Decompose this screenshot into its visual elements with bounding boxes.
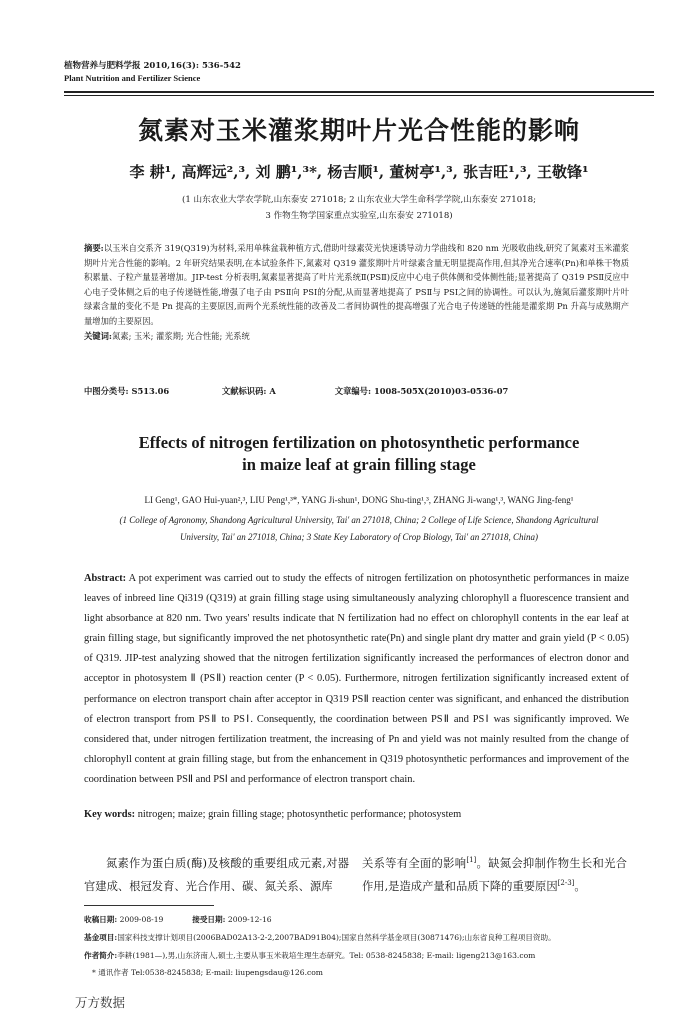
article-number-label: 文章编号: xyxy=(334,386,372,396)
footnote-fund xyxy=(84,932,644,943)
body-right-part-1: 关系等有全面的影响 xyxy=(362,857,467,870)
accepted-label: 接受日期: xyxy=(192,915,226,924)
footnote-dates xyxy=(84,914,644,925)
english-abstract xyxy=(84,569,629,790)
clc-label: 中图分类号: xyxy=(84,386,129,396)
fund-label: 基金项目: xyxy=(84,933,118,942)
classification-row xyxy=(84,385,508,397)
english-keywords-text: nitrogen; maize; grain filling stage; photosynthetic performance; photosystem xyxy=(137,809,462,820)
chinese-abstract xyxy=(84,241,629,343)
english-abstract-label: Abstract: xyxy=(84,573,127,584)
chinese-keywords-text: 氮素; 玉米; 灌浆期; 光合性能; 光系统 xyxy=(111,330,250,341)
header-rule-thin xyxy=(64,95,654,96)
fund-text: 国家科技支撑计划项目(2006BAD02A13-2-2,2007BAD91B04);国家自然科学基金项目(30871476);山东省良种工程项目资助。 xyxy=(117,933,556,942)
english-keywords xyxy=(84,809,629,820)
english-abstract-text: A pot experiment was carried out to study the effects of nitrogen fertilization on photosynthetic performances in maize leaves of inbreed line Qi319 (Q319) at grain filling stage using simultaneously analyzing chlorophyll a fluorescence transient and light absorbance at 820 nm. Two years' results indicate that N fertilization had no effect on chlorophyll contents in the ear leaf at grain filling stage, but significantly improved the net photosynthetic rate(Pn) and single plant dry matter and grain yield (P < 0.05) of Q319. JIP-test analyzing showed that the nitrogen fertilization significantly increased the performances of electron donor and acceptor in photosystem Ⅱ (PSⅡ) reaction center (P < 0.05). Furthermore, nitrogen fertilization significantly increased extent of performance on electron transport chain after acceptor in Q319 PSⅡ reaction center was significant, and enhanced the distribution of electron transport from PSⅡ to PSⅠ. Consequently, the coordination between PSⅡ and PSⅠ was significantly improved. We considered that, under nitrogen fertilization treatment, the increasing of Pn and yield was not mainly resulted from the change of chlorophyll content at grain filling stage, but from the enhancement in Q319 photosynthetic performances and improvement of the coordination between PSⅡ and PSⅠ and performance of electron transport chain. xyxy=(84,573,629,785)
header-rule-thick xyxy=(64,91,654,93)
accepted-date: 2009-12-16 xyxy=(227,915,272,924)
author-info-label: 作者简介: xyxy=(84,951,118,960)
article-number-value: 1008-505X(2010)03-0536-07 xyxy=(373,386,509,396)
received-label: 收稿日期: xyxy=(84,915,118,924)
chinese-abstract-label: 摘要: xyxy=(84,243,104,253)
received-date: 2009-08-19 xyxy=(119,915,164,924)
english-title xyxy=(64,432,654,476)
body-text-left-column: 氮素作为蛋白质(酶)及核酸的重要组成元素,对器官建成、根冠发育、光合作用、碳、氮关系、源库 xyxy=(84,857,349,893)
body-right-part-3: 。 xyxy=(574,880,586,893)
chinese-title: 氮素对玉米灌浆期叶片光合性能的影响 xyxy=(137,116,580,145)
journal-name-en: Plant Nutrition and Fertilizer Science xyxy=(64,73,201,83)
journal-header xyxy=(64,60,654,84)
english-keywords-label: Key words: xyxy=(84,809,136,820)
chinese-affiliation-line-1: (1 山东农业大学农学院,山东泰安 271018; 2 山东农业大学生命科学学院,山东泰安 271018; xyxy=(181,195,537,205)
watermark-text: 万方数据 xyxy=(75,995,126,1010)
body-text-right-column xyxy=(362,852,627,898)
footnote-author xyxy=(84,950,644,961)
chinese-affiliation-line-2: 3 作物生物学国家重点实验室,山东泰安 271018) xyxy=(265,211,453,221)
english-affiliation-line-2: University, Tai' an 271018, China; 3 State Key Laboratory of Crop Biology, Tai' an 271018, China) xyxy=(179,532,539,542)
clc-value: S513.06 xyxy=(131,386,170,396)
footnote-rule xyxy=(84,905,214,906)
english-title-line-2: in maize leaf at grain filling stage xyxy=(242,455,476,474)
chinese-authors: 李 耕¹, 高辉远²,³, 刘 鹏¹,³*, 杨吉顺¹, 董树亭¹,³, 张吉旺¹,³, 王敬锋¹ xyxy=(129,163,589,181)
chinese-abstract-text: 以玉米自交系齐 319(Q319)为材料,采用单株盆栽种植方式,借助叶绿素荧光快速诱导动力学曲线和 820 nm 光吸收曲线,研究了氮素对玉米灌浆期叶片光合性能的影响。2 年研究结果表明,在本试验条件下,氮素对 Q319 灌浆期叶片叶绿素含量无明显提高作用,但其净光合速率(Pn)和单株干物质积累量、子粒产量显著增加。JIP-test 分析表明,氮素显著提高了叶片光系统Ⅱ(PSⅡ)反应中心电子供体侧和受体侧性能;显著提高了 Q319 PSⅡ反应中心电子受体侧之后的电子传递链性能,增强了电子由 PSⅡ向 PSⅠ的分配,从而显著地提高了 PSⅡ与 PSⅠ之间的协调性。可以认为,施氮后灌浆期叶片叶绿素含量的变化不是 Pn 提高的主要原因,而两个光系统性能的改善及二者间协调性的提高增强了光合电子传递链的性能是灌浆期 Pn 升高与成熟期产量增加的主要原因。 xyxy=(84,243,629,326)
author-info-text: 李耕(1981—),男,山东济南人,硕士,主要从事玉米栽培生理生态研究。Tel: 0538-8245838; E-mail: ligeng213@163.com xyxy=(117,951,536,960)
chinese-keywords-label: 关键词: xyxy=(84,330,112,341)
body-right-part-2: 。缺氮会抑制作物生长和光合作用,是造成产量和品质下降的重要原因 xyxy=(362,857,627,893)
journal-name-cn: 植物营养与肥料学报 2010,16(3): 536-542 xyxy=(64,61,241,71)
english-affiliation-line-1: (1 College of Agronomy, Shandong Agricultural University, Tai' an 271018, China; 2 College of Life Science, Shandong Agricultural xyxy=(119,515,599,525)
doc-code-label: 文献标识码: xyxy=(221,386,267,396)
doc-code-value: A xyxy=(269,386,276,396)
footnote-corresponding: * 通讯作者 Tel:0538-8245838; E-mail: liupengsdau@126.com xyxy=(92,968,324,977)
english-authors: LI Geng¹, GAO Hui-yuan²,³, LIU Peng¹,³*, YANG Ji-shun¹, DONG Shu-ting¹,³, ZHANG Ji-wang¹,³, WANG Jing-feng¹ xyxy=(144,495,574,505)
english-title-line-1: Effects of nitrogen fertilization on photosynthetic performance xyxy=(138,433,580,452)
citation-2-3: [2-3] xyxy=(557,879,575,888)
citation-1: [1] xyxy=(466,856,477,865)
